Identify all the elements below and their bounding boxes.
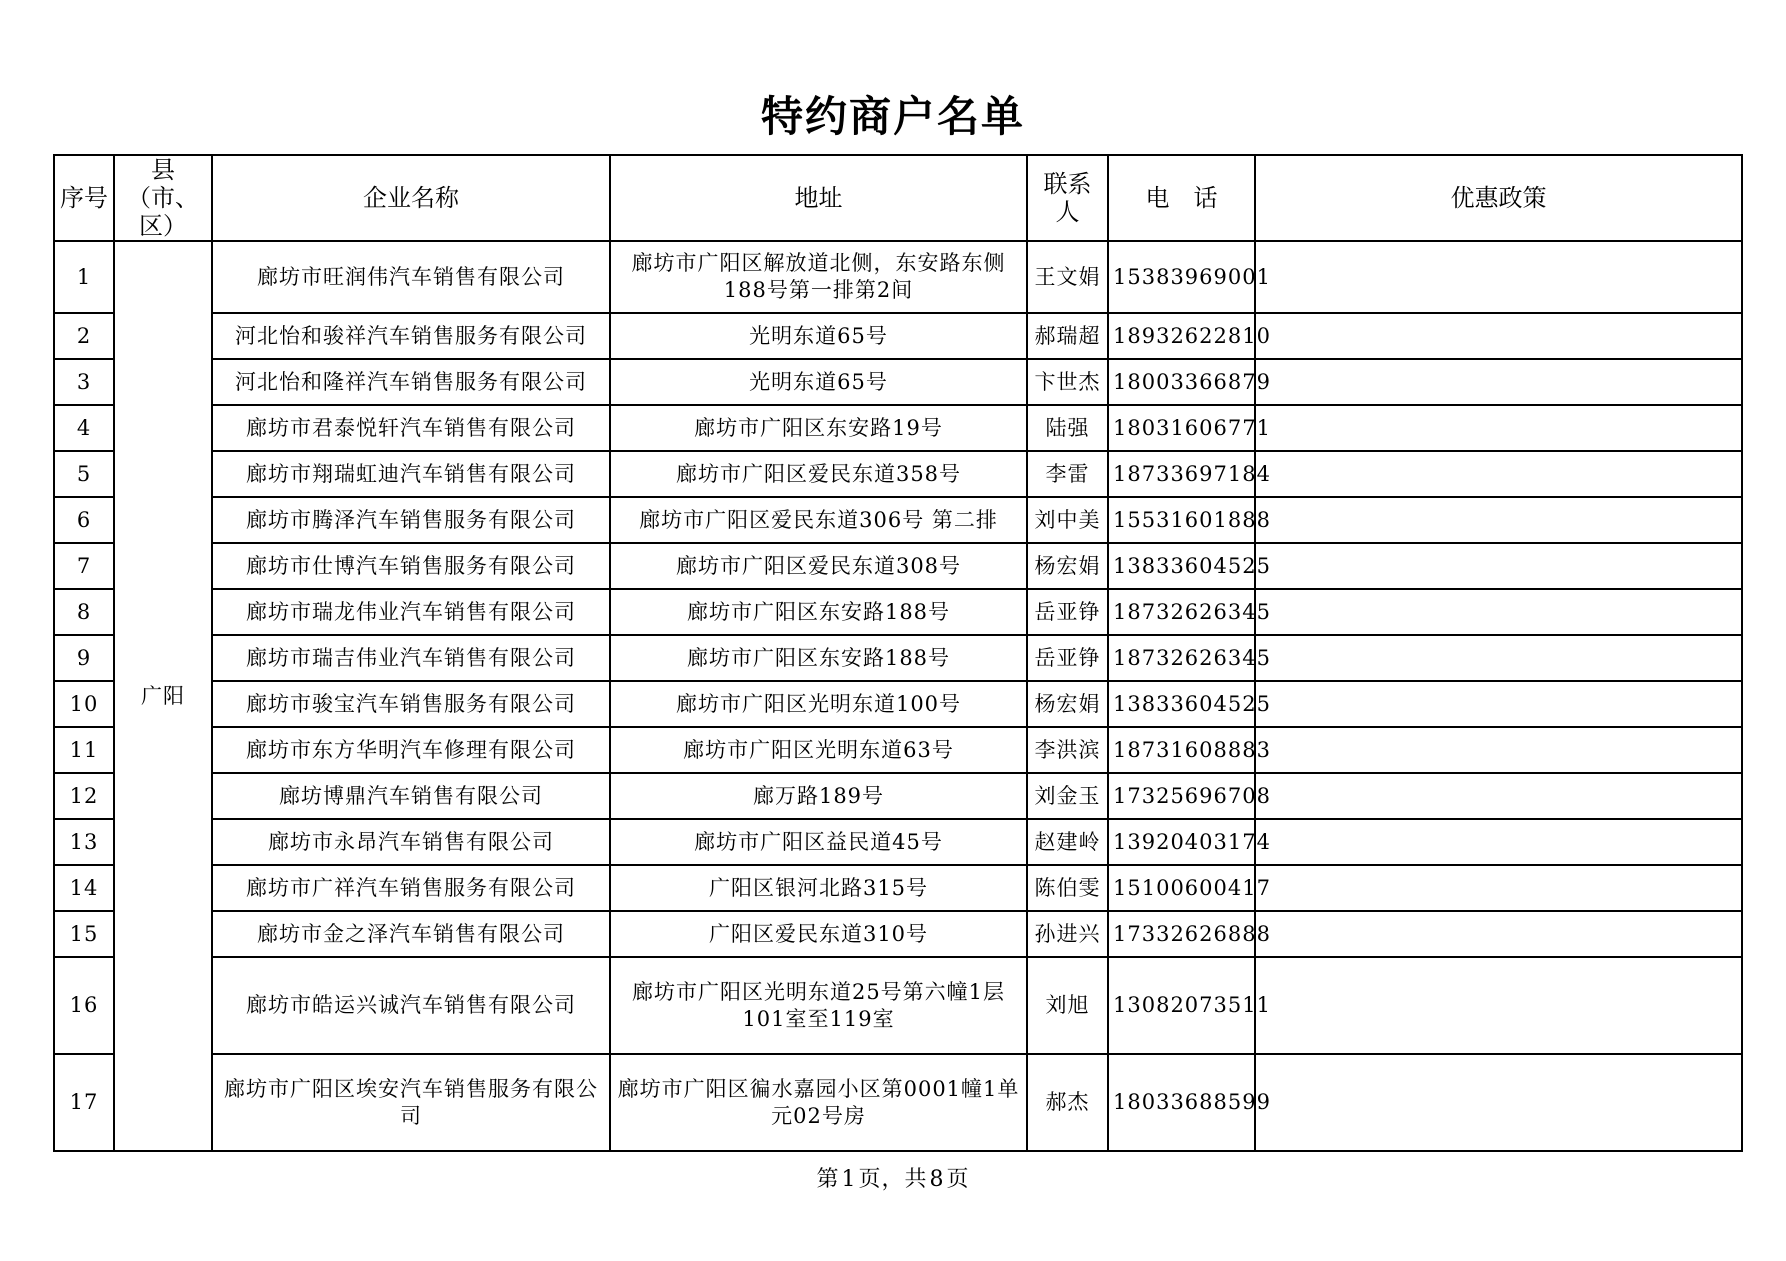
contact-person: 李雷 xyxy=(1027,451,1108,497)
contact-person: 杨宏娟 xyxy=(1027,543,1108,589)
phone-number: 13833604525 xyxy=(1108,681,1255,727)
contact-person: 岳亚铮 xyxy=(1027,635,1108,681)
contact-person: 王文娟 xyxy=(1027,241,1108,313)
total-pages: 8 xyxy=(929,1167,945,1192)
policy xyxy=(1255,865,1742,911)
phone-number: 18031606771 xyxy=(1108,405,1255,451)
row-index: 3 xyxy=(54,359,114,405)
row-index: 16 xyxy=(54,957,114,1054)
table-row xyxy=(54,241,1742,313)
policy xyxy=(1255,957,1742,1054)
table-row xyxy=(54,819,1742,865)
company-name: 廊坊市瑞龙伟业汽车销售有限公司 xyxy=(212,589,610,635)
contact-person: 赵建岭 xyxy=(1027,819,1108,865)
phone-number: 18732626345 xyxy=(1108,589,1255,635)
contact-person: 岳亚铮 xyxy=(1027,589,1108,635)
phone-number: 18003366879 xyxy=(1108,359,1255,405)
address: 廊坊市广阳区东安路19号 xyxy=(610,405,1027,451)
phone-number: 13920403174 xyxy=(1108,819,1255,865)
row-index: 7 xyxy=(54,543,114,589)
page-title: 特约商户名单 xyxy=(760,92,1025,141)
policy xyxy=(1255,911,1742,957)
company-name: 廊坊市金之泽汽车销售有限公司 xyxy=(212,911,610,957)
table-row xyxy=(54,313,1742,359)
phone-number: 13082073511 xyxy=(1108,957,1255,1054)
row-index: 12 xyxy=(54,773,114,819)
policy xyxy=(1255,589,1742,635)
contact-person: 孙进兴 xyxy=(1027,911,1108,957)
address: 广阳区爱民东道310号 xyxy=(610,911,1027,957)
company-name: 廊坊市瑞吉伟业汽车销售有限公司 xyxy=(212,635,610,681)
row-index: 9 xyxy=(54,635,114,681)
company-name: 廊坊市广阳区埃安汽车销售服务有限公司 xyxy=(212,1054,610,1151)
phone-number: 15383969001 xyxy=(1108,241,1255,313)
company-name: 廊坊市君泰悦轩汽车销售有限公司 xyxy=(212,405,610,451)
phone-number: 18932622810 xyxy=(1108,313,1255,359)
table-row xyxy=(54,359,1742,405)
row-index: 14 xyxy=(54,865,114,911)
table-row xyxy=(54,957,1742,1054)
policy xyxy=(1255,1054,1742,1151)
contact-person: 郝杰 xyxy=(1027,1054,1108,1151)
policy xyxy=(1255,405,1742,451)
row-index: 8 xyxy=(54,589,114,635)
header-county: 县（市、区） xyxy=(114,155,212,241)
address: 廊坊市广阳区东安路188号 xyxy=(610,635,1027,681)
address: 廊坊市广阳区益民道45号 xyxy=(610,819,1027,865)
company-name: 廊坊市腾泽汽车销售服务有限公司 xyxy=(212,497,610,543)
header-index: 序号 xyxy=(54,155,114,241)
address: 廊万路189号 xyxy=(610,773,1027,819)
phone-number: 18732626345 xyxy=(1108,635,1255,681)
phone-number: 17325696708 xyxy=(1108,773,1255,819)
county-cell: 广阳 xyxy=(114,241,212,1151)
address: 廊坊市广阳区爱民东道358号 xyxy=(610,451,1027,497)
contact-person: 郝瑞超 xyxy=(1027,313,1108,359)
policy xyxy=(1255,451,1742,497)
table-row xyxy=(54,1054,1742,1151)
phone-number: 18033688599 xyxy=(1108,1054,1255,1151)
address: 廊坊市广阳区解放道北侧，东安路东侧188号第一排第2间 xyxy=(610,241,1027,313)
row-index: 10 xyxy=(54,681,114,727)
address: 广阳区银河北路315号 xyxy=(610,865,1027,911)
address: 廊坊市广阳区徧水嘉园小区第0001幢1单元02号房 xyxy=(610,1054,1027,1151)
address: 廊坊市广阳区光明东道25号第六幢1层101室至119室 xyxy=(610,957,1027,1054)
contact-person: 刘金玉 xyxy=(1027,773,1108,819)
company-name: 廊坊市皓运兴诚汽车销售有限公司 xyxy=(212,957,610,1054)
table-row xyxy=(54,911,1742,957)
row-index: 4 xyxy=(54,405,114,451)
contact-person: 陆强 xyxy=(1027,405,1108,451)
table-row xyxy=(54,543,1742,589)
row-index: 13 xyxy=(54,819,114,865)
footer-prefix: 第 xyxy=(816,1167,840,1192)
page-number: 1 xyxy=(841,1167,857,1192)
contact-person: 刘旭 xyxy=(1027,957,1108,1054)
company-name: 廊坊市广祥汽车销售服务有限公司 xyxy=(212,865,610,911)
company-name: 廊坊市翔瑞虹迪汽车销售有限公司 xyxy=(212,451,610,497)
phone-number: 15531601888 xyxy=(1108,497,1255,543)
table-row xyxy=(54,727,1742,773)
row-index: 2 xyxy=(54,313,114,359)
company-name: 廊坊博鼎汽车销售有限公司 xyxy=(212,773,610,819)
contact-person: 刘中美 xyxy=(1027,497,1108,543)
company-name: 廊坊市旺润伟汽车销售有限公司 xyxy=(212,241,610,313)
merchant-table xyxy=(53,154,1743,1152)
table-row xyxy=(54,405,1742,451)
policy xyxy=(1255,635,1742,681)
table-header-row xyxy=(54,155,1742,241)
company-name: 廊坊市东方华明汽车修理有限公司 xyxy=(212,727,610,773)
address: 光明东道65号 xyxy=(610,359,1027,405)
policy xyxy=(1255,543,1742,589)
phone-number: 17332626888 xyxy=(1108,911,1255,957)
address: 廊坊市广阳区光明东道100号 xyxy=(610,681,1027,727)
header-address: 地址 xyxy=(610,155,1027,241)
contact-person: 卞世杰 xyxy=(1027,359,1108,405)
company-name: 河北怡和隆祥汽车销售服务有限公司 xyxy=(212,359,610,405)
phone-number: 13833604525 xyxy=(1108,543,1255,589)
phone-number: 18731608883 xyxy=(1108,727,1255,773)
header-company: 企业名称 xyxy=(212,155,610,241)
company-name: 廊坊市永昂汽车销售有限公司 xyxy=(212,819,610,865)
contact-person: 陈伯雯 xyxy=(1027,865,1108,911)
row-index: 17 xyxy=(54,1054,114,1151)
policy xyxy=(1255,313,1742,359)
header-policy: 优惠政策 xyxy=(1255,155,1742,241)
policy xyxy=(1255,819,1742,865)
address: 廊坊市广阳区光明东道63号 xyxy=(610,727,1027,773)
phone-number: 18733697184 xyxy=(1108,451,1255,497)
table-row xyxy=(54,865,1742,911)
address: 廊坊市广阳区爱民东道308号 xyxy=(610,543,1027,589)
phone-number: 15100600417 xyxy=(1108,865,1255,911)
table-row xyxy=(54,635,1742,681)
table-row xyxy=(54,497,1742,543)
table-row xyxy=(54,773,1742,819)
policy xyxy=(1255,497,1742,543)
table-row xyxy=(54,589,1742,635)
contact-person: 杨宏娟 xyxy=(1027,681,1108,727)
row-index: 15 xyxy=(54,911,114,957)
header-phone: 电 话 xyxy=(1108,155,1255,241)
address: 廊坊市广阳区东安路188号 xyxy=(610,589,1027,635)
policy xyxy=(1255,727,1742,773)
page-footer xyxy=(0,1162,1786,1193)
header-contact: 联系人 xyxy=(1027,155,1108,241)
footer-middle: 页，共 xyxy=(858,1167,928,1192)
company-name: 廊坊市骏宝汽车销售服务有限公司 xyxy=(212,681,610,727)
table-row xyxy=(54,451,1742,497)
policy xyxy=(1255,773,1742,819)
row-index: 5 xyxy=(54,451,114,497)
company-name: 廊坊市仕博汽车销售服务有限公司 xyxy=(212,543,610,589)
table-row xyxy=(54,681,1742,727)
footer-suffix: 页 xyxy=(946,1167,970,1192)
contact-person: 李洪滨 xyxy=(1027,727,1108,773)
row-index: 11 xyxy=(54,727,114,773)
address: 光明东道65号 xyxy=(610,313,1027,359)
row-index: 6 xyxy=(54,497,114,543)
company-name: 河北怡和骏祥汽车销售服务有限公司 xyxy=(212,313,610,359)
policy xyxy=(1255,359,1742,405)
policy xyxy=(1255,681,1742,727)
policy xyxy=(1255,241,1742,313)
row-index: 1 xyxy=(54,241,114,313)
address: 廊坊市广阳区爱民东道306号 第二排 xyxy=(610,497,1027,543)
